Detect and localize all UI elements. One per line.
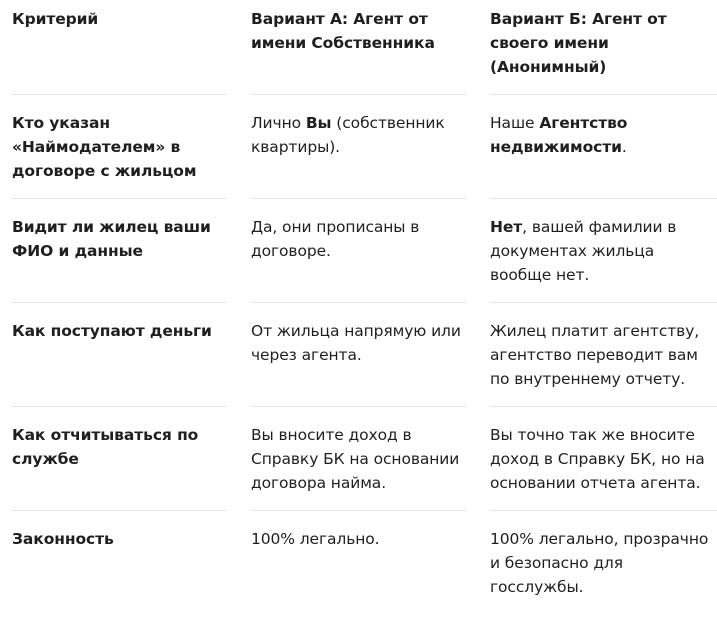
row-divider xyxy=(251,406,466,407)
row-divider xyxy=(251,302,466,303)
row-divider xyxy=(12,198,227,199)
variant-b-cell: Жилец платит агентству, агентство переводит вам по внутреннему отчету. xyxy=(490,322,700,388)
variant-a-cell: Вы вносите доход в Справку БК на основании договора найма. xyxy=(251,426,460,492)
criterion-cell: Как отчитываться по службе xyxy=(12,426,199,468)
row-divider xyxy=(12,94,227,95)
criterion-cell: Кто указан «Наймодателем» в договоре с жильцом xyxy=(12,114,197,180)
row-divider xyxy=(490,406,717,407)
row-divider xyxy=(490,510,717,511)
variant-a-cell: Лично Вы (собственник квартиры). xyxy=(251,114,445,156)
variant-a-cell: От жильца напрямую или через агента. xyxy=(251,322,461,364)
variant-b-cell: Нет, вашей фамилии в документах жильца вообще нет. xyxy=(490,218,677,284)
row-divider xyxy=(12,302,227,303)
header-criterion: Критерий xyxy=(12,10,99,28)
variant-b-cell: Вы точно так же вносите доход в Справку БК, но на основании отчета агента. xyxy=(490,426,705,492)
header-variant-a: Вариант А: Агент от имени Собственника xyxy=(251,10,435,52)
row-divider xyxy=(490,302,717,303)
row-divider xyxy=(12,510,227,511)
header-variant-b: Вариант Б: Агент от своего имени (Анонимный) xyxy=(490,10,667,76)
criterion-cell: Как поступают деньги xyxy=(12,322,212,340)
variant-b-cell: 100% легально, прозрачно и безопасно для госслужбы. xyxy=(490,530,709,596)
row-divider xyxy=(251,94,466,95)
row-divider xyxy=(251,510,466,511)
variant-a-cell: 100% легально. xyxy=(251,530,380,548)
row-divider xyxy=(12,406,227,407)
row-divider xyxy=(490,198,717,199)
criterion-cell: Видит ли жилец ваши ФИО и данные xyxy=(12,218,211,260)
variant-a-cell: Да, они прописаны в договоре. xyxy=(251,218,420,260)
criterion-cell: Законность xyxy=(12,530,114,548)
row-divider xyxy=(251,198,466,199)
variant-b-cell: Наше Агентство недвижимости. xyxy=(490,114,628,156)
row-divider xyxy=(490,94,717,95)
